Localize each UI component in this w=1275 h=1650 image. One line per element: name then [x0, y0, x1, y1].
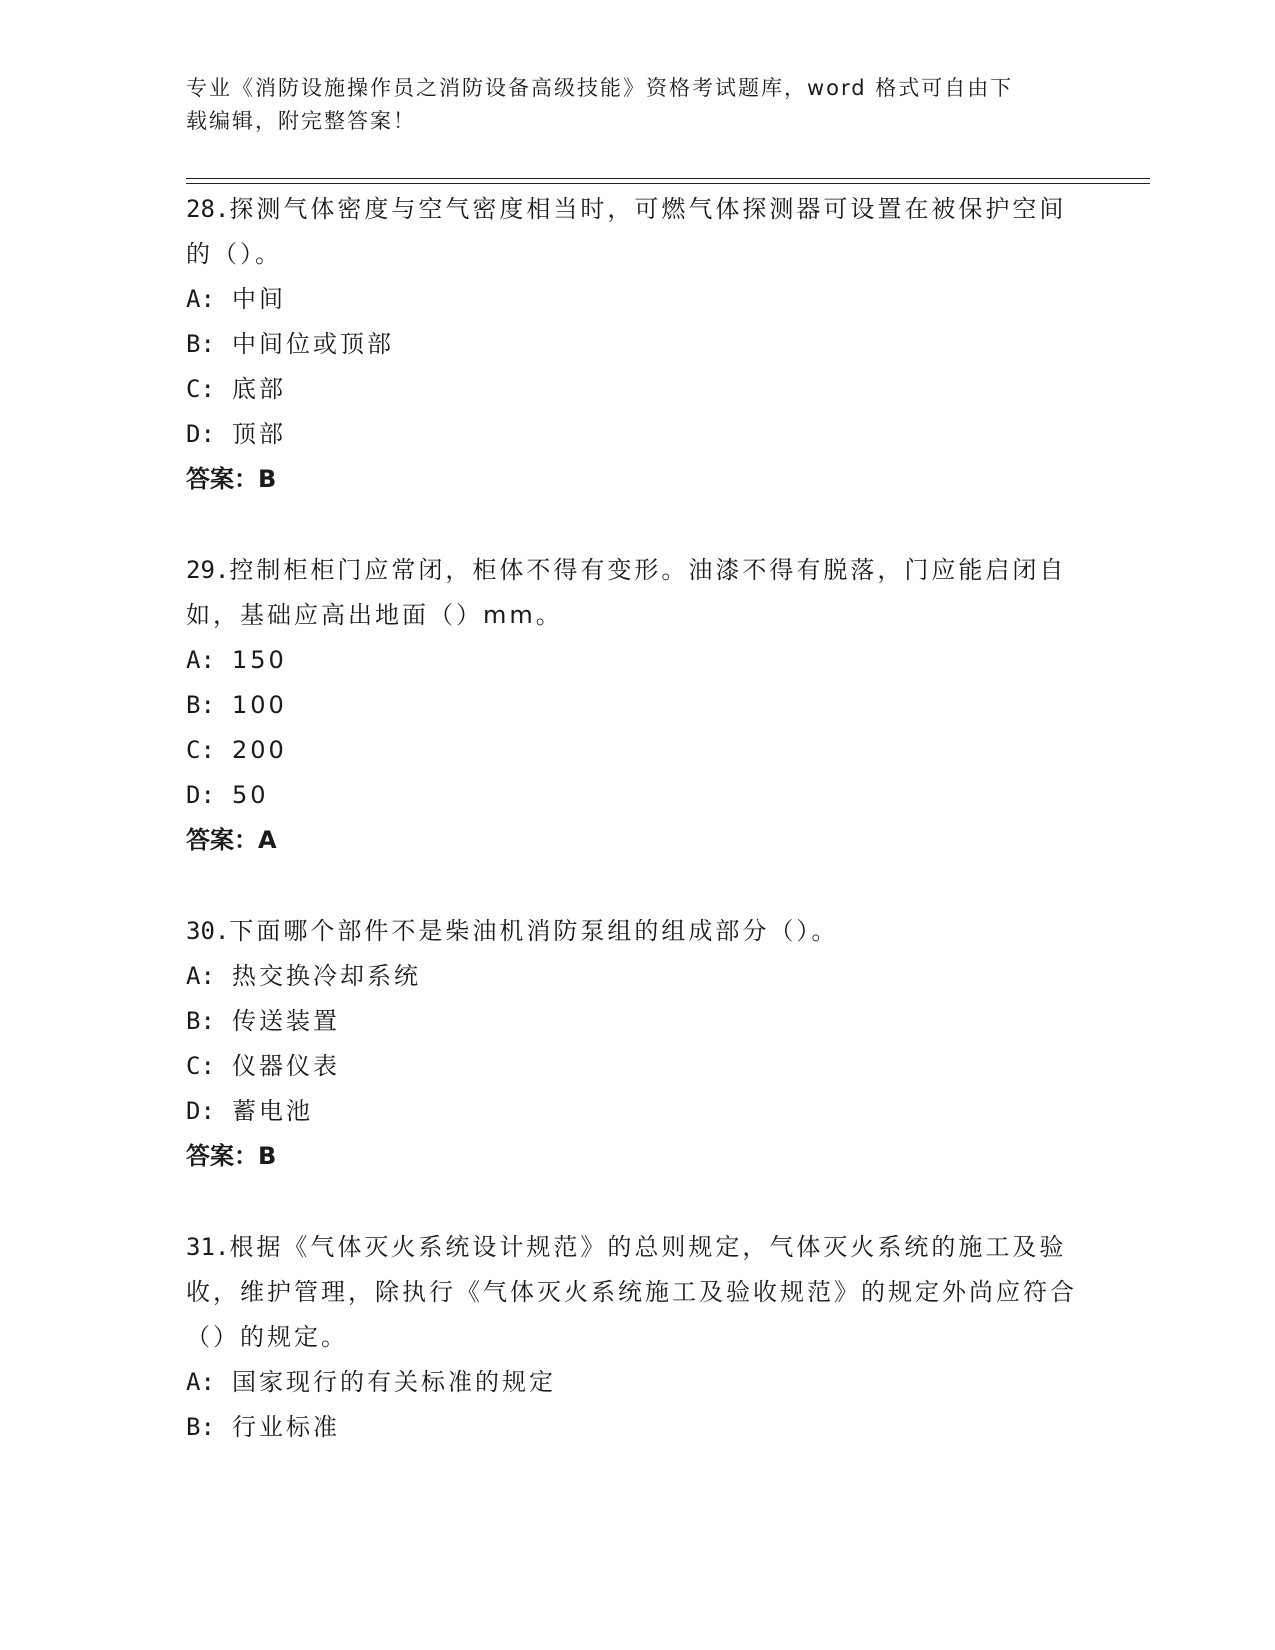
question-list: [186, 187, 1086, 1496]
answer-line: 答案：B: [186, 1142, 277, 1170]
answer-line: 答案：A: [186, 826, 277, 854]
option-text: 底部: [232, 375, 286, 403]
answer-line: 答案：B: [186, 465, 277, 493]
question-30: [186, 909, 1086, 1179]
option-d: [186, 773, 1086, 818]
option-a: [186, 638, 1086, 683]
option-letter: C:: [186, 375, 215, 403]
option-b: [186, 683, 1086, 728]
option-text: 行业标准: [232, 1413, 340, 1441]
option-a: [186, 1360, 1086, 1405]
option-letter: C:: [186, 736, 215, 764]
option-letter: B:: [186, 1413, 215, 1441]
option-letter: B:: [186, 691, 215, 719]
document-header: [186, 72, 1086, 138]
option-text: 热交换冷却系统: [232, 962, 421, 990]
option-c: [186, 728, 1086, 773]
option-text: 中间: [232, 285, 286, 313]
option-letter: A:: [186, 285, 215, 313]
option-text: 传送装置: [232, 1007, 340, 1035]
option-letter: C:: [186, 1052, 215, 1080]
option-a: [186, 954, 1086, 999]
question-number: 31.: [186, 1233, 230, 1261]
header-line-2: 载编辑，附完整答案！: [186, 109, 416, 133]
question-number: 29.: [186, 556, 230, 584]
option-c: [186, 367, 1086, 412]
option-d: [186, 412, 1086, 457]
option-letter: A:: [186, 1368, 215, 1396]
question-number: 28.: [186, 195, 230, 223]
header-divider-top: [186, 178, 1150, 179]
header-divider-bottom: [186, 183, 1150, 184]
option-text: 仪器仪表: [232, 1052, 340, 1080]
option-letter: A:: [186, 962, 215, 990]
question-text: 探测气体密度与空气密度相当时，可燃气体探测器可设置在被保护空间的（）。: [186, 195, 1067, 268]
question-text: 控制柜柜门应常闭，柜体不得有变形。油漆不得有脱落，门应能启闭自如，基础应高出地面（）mm。: [186, 556, 1067, 629]
option-d: [186, 1089, 1086, 1134]
option-text: 50: [232, 781, 269, 809]
option-text: 100: [232, 691, 287, 719]
option-text: 中间位或顶部: [232, 330, 394, 358]
question-text: 下面哪个部件不是柴油机消防泵组的组成部分（）。: [229, 917, 839, 945]
option-letter: B:: [186, 1007, 215, 1035]
question-28: [186, 187, 1086, 502]
question-text: 根据《气体灭火系统设计规范》的总则规定，气体灭火系统的施工及验收，维护管理，除执行《气体灭火系统施工及验收规范》的规定外尚应符合（）的规定。: [186, 1233, 1077, 1351]
option-text: 150: [232, 646, 287, 674]
option-letter: A:: [186, 646, 215, 674]
question-stem: [186, 909, 1086, 954]
option-letter: D:: [186, 781, 215, 809]
question-stem: [186, 1225, 1086, 1360]
question-stem: [186, 187, 1086, 277]
question-stem: [186, 548, 1086, 638]
option-text: 200: [232, 736, 287, 764]
option-text: 蓄电池: [232, 1097, 313, 1125]
header-line-1: 专业《消防设施操作员之消防设备高级技能》资格考试题库，word 格式可自由下: [186, 76, 1014, 100]
option-text: 国家现行的有关标准的规定: [232, 1368, 556, 1396]
option-b: [186, 1405, 1086, 1450]
option-b: [186, 322, 1086, 367]
question-29: [186, 548, 1086, 863]
option-b: [186, 999, 1086, 1044]
option-letter: D:: [186, 420, 215, 448]
question-31: [186, 1225, 1086, 1450]
option-a: [186, 277, 1086, 322]
option-text: 顶部: [232, 420, 286, 448]
question-number: 30.: [186, 917, 230, 945]
option-letter: B:: [186, 330, 215, 358]
option-letter: D:: [186, 1097, 215, 1125]
option-c: [186, 1044, 1086, 1089]
